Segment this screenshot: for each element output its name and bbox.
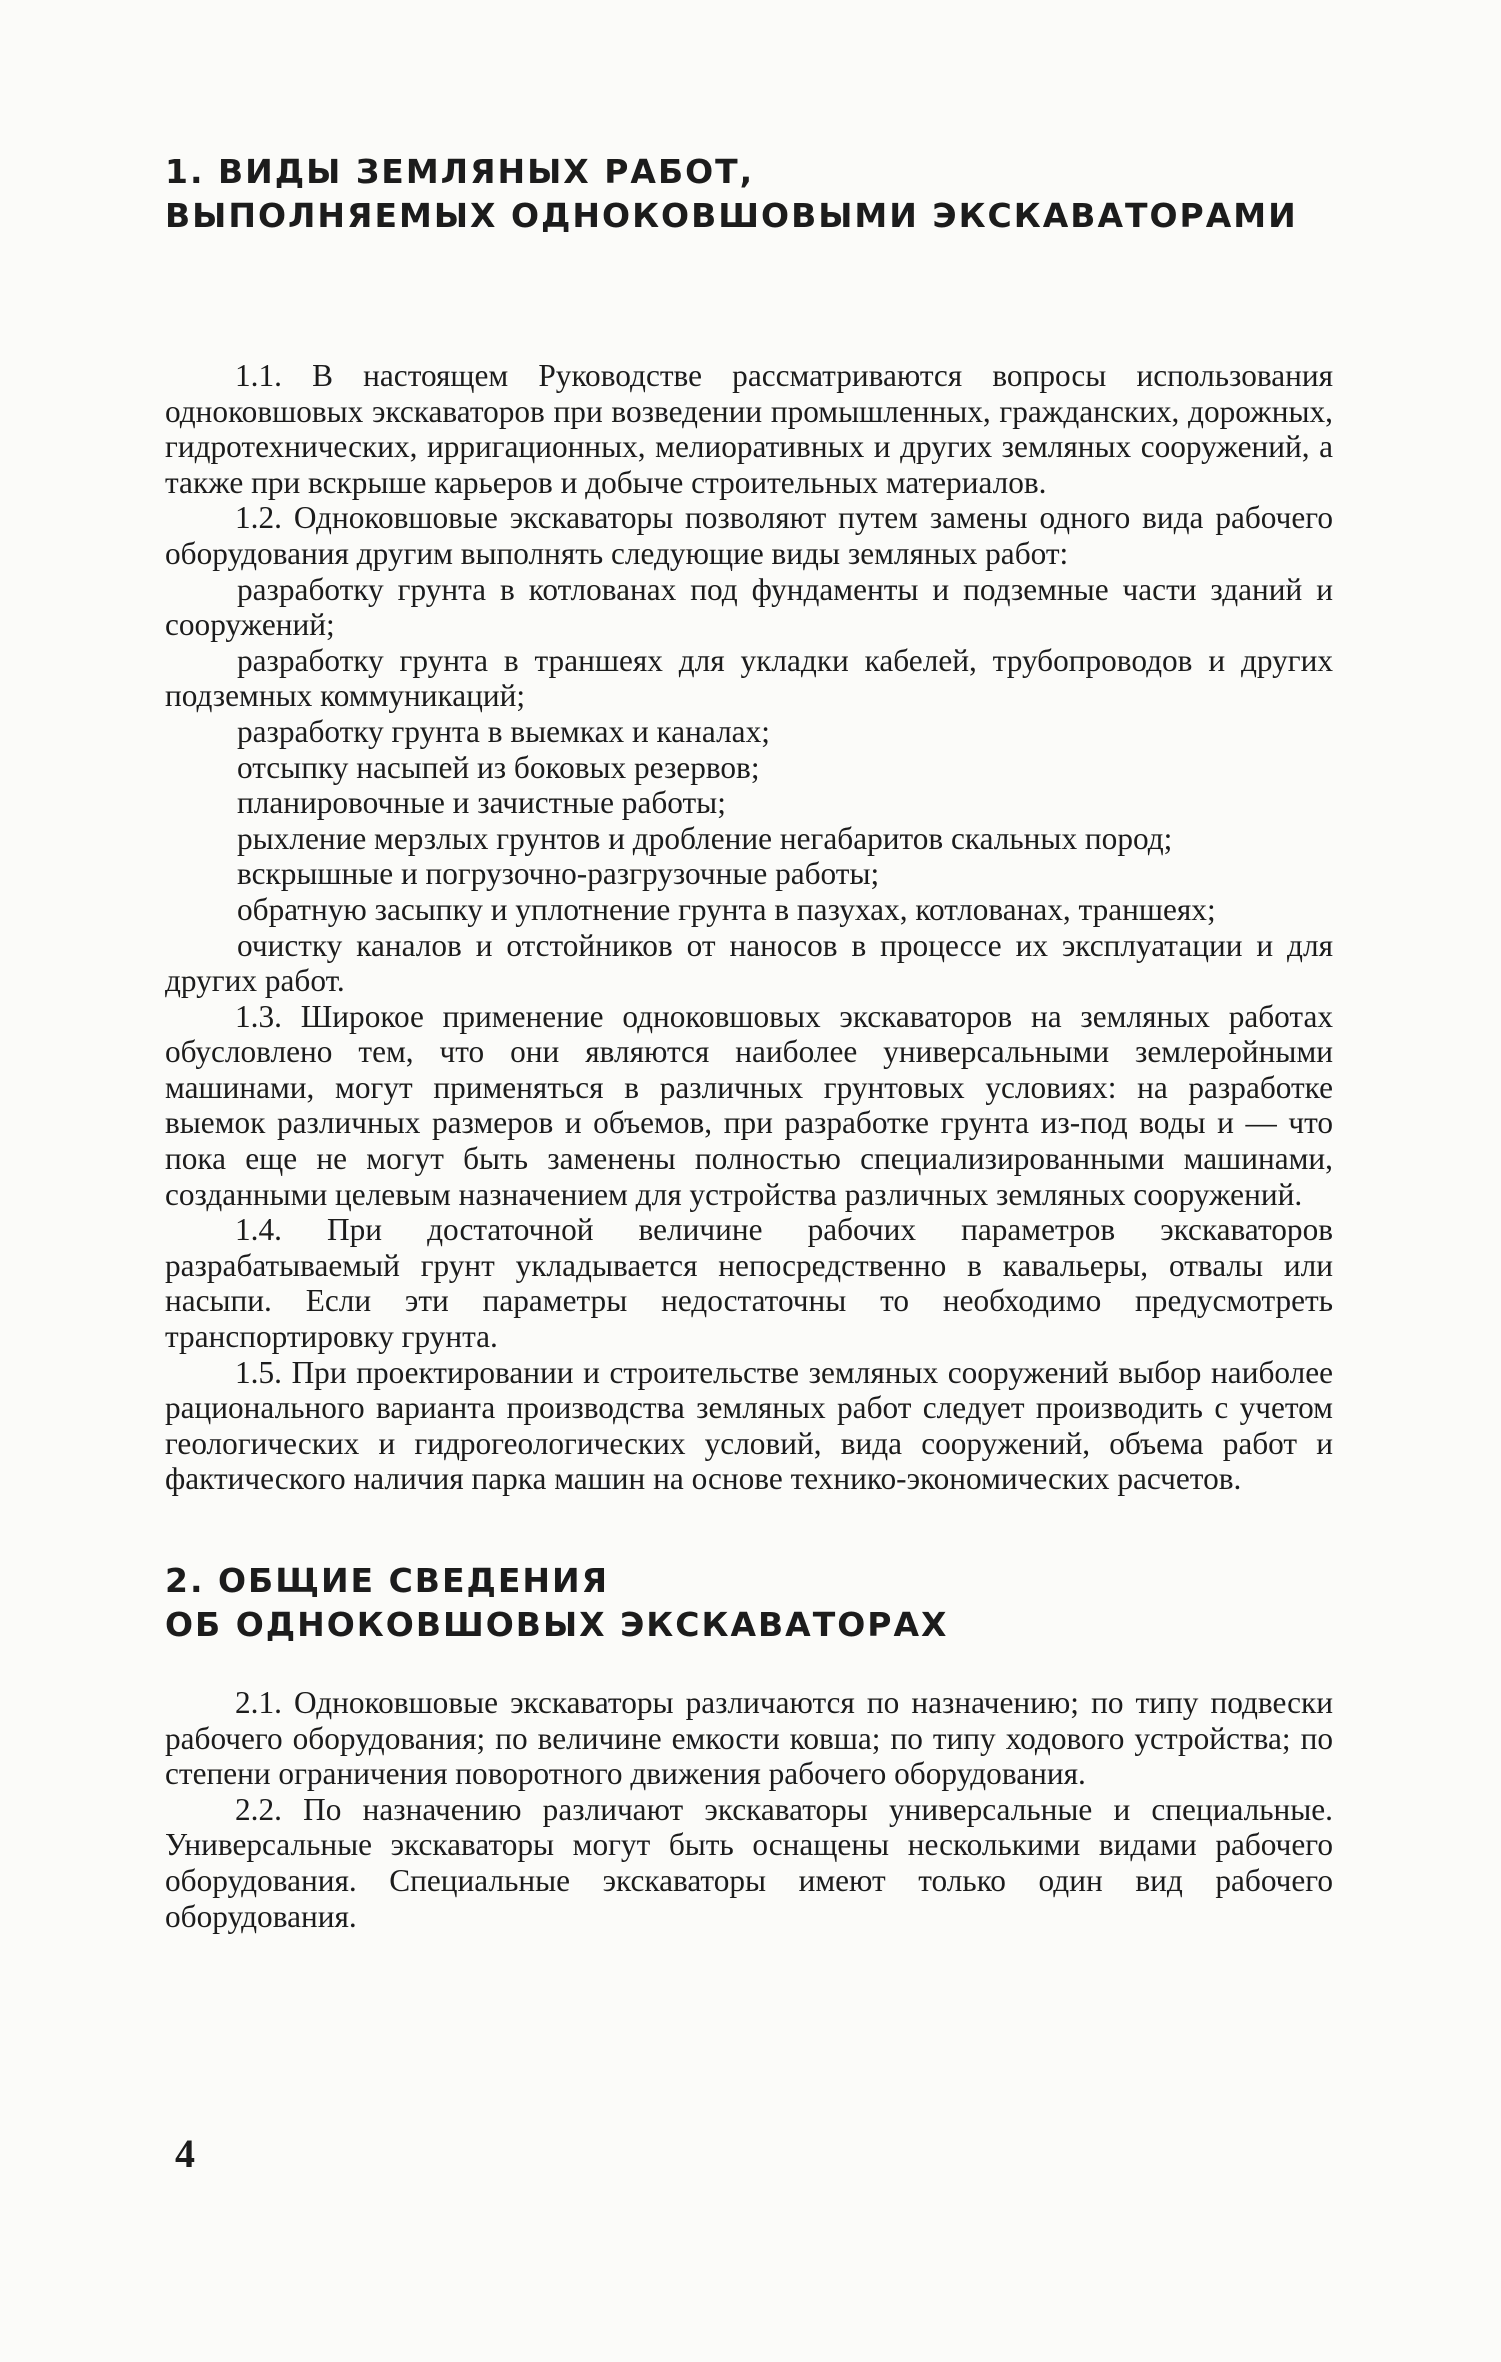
page-number: 4 bbox=[175, 2131, 195, 2176]
list-item: обратную засыпку и уплотнение грунта в пазухах, котлованах, траншеях; bbox=[237, 891, 1216, 927]
paragraph-1-5: 1.5. При проектировании и строительстве земляных сооружений выбор наиболее рационального варианта производства земляных работ следует производить с учетом геологических и гидрогеологических условий, вида сооружений, объема работ и фактического наличия парка машин на основе технико-экономических расчетов. bbox=[165, 1354, 1333, 1497]
section-2-heading bbox=[165, 1559, 1333, 1647]
paragraph-1-3: 1.3. Широкое применение одноковшовых экскаваторов на земляных работах обусловлено тем, что они являются наиболее универсальными землеройными машинами, могут применяться в различных грунтовых условиях: на разработке выемок различных размеров и объемов, при разработке грунта из-под воды и — что пока еще не могут быть заменены полностью специализированными машинами, созданными целевым назначением для устройства различных земляных сооружений. bbox=[165, 998, 1333, 1212]
section-2-heading-line-1: 2. ОБЩИЕ СВЕДЕНИЯ bbox=[165, 1561, 610, 1600]
section-2-heading-line-2: ОБ ОДНОКОВШОВЫХ ЭКСКАВАТОРАХ bbox=[165, 1605, 949, 1644]
list-item: разработку грунта в выемках и каналах; bbox=[237, 713, 770, 749]
list-item: отсыпку насыпей из боковых резервов; bbox=[237, 749, 760, 785]
list-item: разработку грунта в траншеях для укладки кабелей, трубопроводов и других подземных коммуникаций; bbox=[165, 642, 1333, 714]
list-item: вскрышные и погрузочно-разгрузочные работы; bbox=[237, 856, 880, 892]
section-1-heading-line-1: 1. ВИДЫ ЗЕМЛЯНЫХ РАБОТ, bbox=[165, 152, 755, 191]
paragraph-2-1: 2.1. Одноковшовые экскаваторы различаются по назначению; по типу подвески рабочего оборудования; по величине емкости ковша; по типу ходового устройства; по степени ограничения поворотного движения рабочего оборудования. bbox=[165, 1685, 1333, 1792]
page-body bbox=[165, 150, 1333, 1934]
list-item: разработку грунта в котлованах под фундаменты и подземные части зданий и сооружений; bbox=[165, 571, 1333, 643]
list-item: очистку каналов и отстойников от наносов в процессе их эксплуатации и для других работ. bbox=[165, 927, 1333, 999]
section-1-heading-line-2: ВЫПОЛНЯЕМЫХ ОДНОКОВШОВЫМИ ЭКСКАВАТОРАМИ bbox=[165, 196, 1298, 235]
paragraph-2-2: 2.2. По назначению различают экскаваторы универсальные и специальные. Универсальные экскаваторы могут быть оснащены несколькими видами рабочего оборудования. Специальные экскаваторы имеют только один вид рабочего оборудования. bbox=[165, 1791, 1333, 1934]
paragraph-1-1: 1.1. В настоящем Руководстве рассматриваются вопросы использования одноковшовых экскаваторов при возведении промышленных, гражданских, дорожных, гидротехнических, ирригационных, мелиоративных и других земляных сооружений, а также при вскрыше карьеров и добыче строительных материалов. bbox=[165, 358, 1333, 500]
paragraph-1-2: 1.2. Одноковшовые экскаваторы позволяют путем замены одного вида рабочего оборудования другим выполнять следующие виды земляных работ: bbox=[165, 500, 1333, 571]
section-1-heading bbox=[165, 150, 1333, 238]
paragraph-1-4: 1.4. При достаточной величине рабочих параметров экскаваторов разрабатываемый грунт укладывается непосредственно в кавальеры, отвалы или насыпи. Если эти параметры недостаточны то необходимо предусмотреть транспортировку грунта. bbox=[165, 1212, 1333, 1355]
list-item: планировочные и зачистные работы; bbox=[237, 785, 726, 821]
work-types-list bbox=[165, 572, 1333, 999]
list-item: рыхление мерзлых грунтов и дробление негабаритов скальных пород; bbox=[237, 820, 1173, 856]
